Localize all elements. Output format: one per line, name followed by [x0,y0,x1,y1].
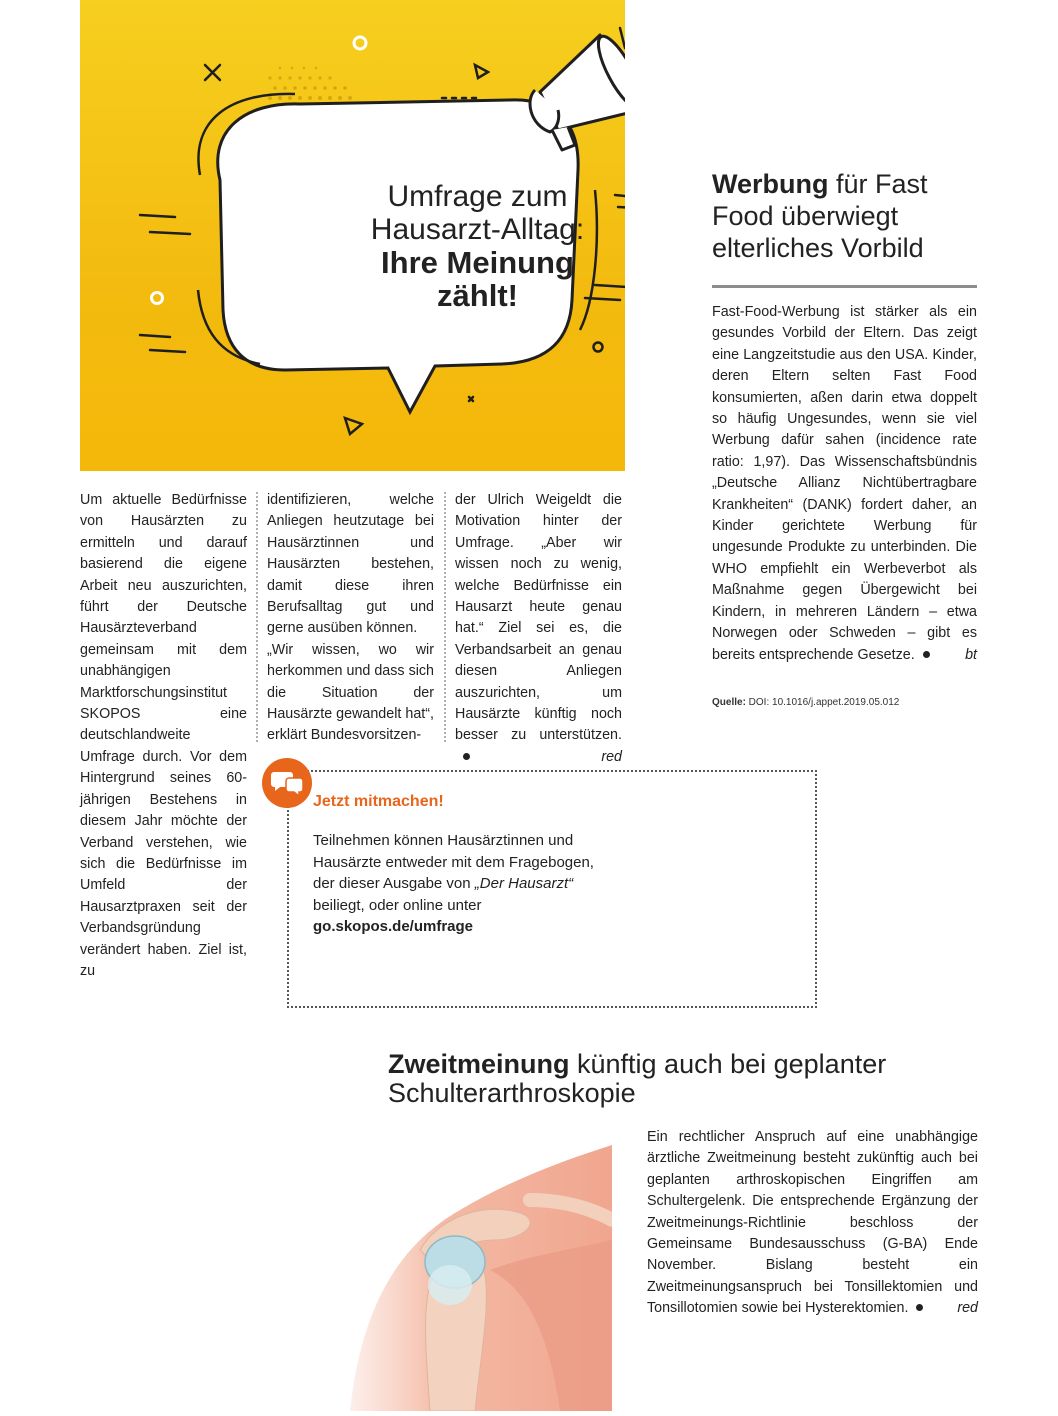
magazine-title: „Der Hausarzt“ [474,875,574,892]
werbung-body-text: Fast-Food-Werbung ist stärker als ein gesundes Vorbild der Eltern. Das zeigt eine Langzeitstudie aus den USA. Kinder, deren Eltern selten Fast Food konsumierten, aßen darin etwa doppelt so häufig Ungesundes, wenn sie viel Werbung dafür sahen (incidence rate ratio: 1,97). Das Wissenschaftsbündnis „Deutsche Allianz Nichtübertragbare Krankheiten“ (DANK) fordert daher, an Kinder gerichtete Werbung für ungesunde Produkte zu unterbinden. Die WHO empfiehlt ein Werbeverbot als Maßnahme gegen Übergewicht bei Kindern, in mehreren Ländern – etwa Norwegen oder Schweden – gibt es bereits entsprechende Gesetze. [712,304,977,663]
hero-headline [315,180,625,312]
survey-link[interactable]: go.skopos.de/umfrage [313,918,474,935]
end-mark [916,1304,923,1311]
survey-text-2: identifizieren, welche Anliegen heutzutage bei Hausärztinnen und Hausärzten bestehen, damit diese ihren Berufsalltag gut und gerne ausüben können. [267,492,434,637]
source-doi: DOI: 10.1016/j.appet.2019.05.012 [745,697,900,708]
zweitmeinung-headline [388,1050,988,1108]
hero-line-1: Umfrage zum [387,180,568,213]
zweitmeinung-headline-bold: Zweitmeinung [388,1049,570,1079]
source-citation [712,697,899,708]
author-signature: red [957,1300,978,1317]
box-text: Teilnehmen können Hausärztinnen und Hausärzte entweder mit dem Fragebogen, der dieser Ausgabe von „Der Hausarzt“ beiliegt, oder online unter go.skopos.de/umfrage [313,832,594,935]
survey-column-3 [455,490,622,768]
hero-bold-1: Ihre Meinung [381,245,574,280]
survey-text-3: der Ulrich Weigeldt die Motivation hinter der Umfrage. „Aber wir wissen noch zu wenig, welche Bedürfnisse ein Hausarzt heute genau hat.“ Ziel sei es, die Verbandsarbeit an genau diesen Anliegen auszurichten, um Hausärzte künftig noch besser zu unterstützen. [455,492,622,744]
hero-bold-2: zählt! [437,278,518,313]
author-signature: red [601,748,622,765]
werbung-headline-bold: Werbung [712,169,829,199]
zweitmeinung-article [647,1127,978,1320]
chat-bubbles-icon [262,758,312,808]
zweitmeinung-headline-rest: künftig auch bei geplanter Schulterarthroskopie [388,1049,887,1108]
survey-column-1 [80,490,247,982]
survey-text-2b: „Wir wissen, wo wir herkommen und dass sich die Situation der Hausärzte gewandelt hat“, erklärt Bundesvorsitzen- [267,641,434,744]
werbung-headline-rest: für Fast Food überwiegt elterliches Vorbild [712,169,928,263]
zweitmeinung-body-text: Ein rechtlicher Anspruch auf eine unabhängige ärztliche Zweitmeinung besteht zukünftig auch bei geplanten arthroskopischen Eingriffen am Schultergelenk. Die entsprechende Ergänzung der Zweitmeinungs-Richtlinie beschloss der Gemeinsame Bundesausschuss (G-BA) Ende November. Bislang besteht ein Zweitmeinungsanspruch bei Tonsillektomien und Tonsillotomien sowie bei Hysterektomien. [647,1129,978,1317]
hero-line-2: Hausarzt-Alltag: [370,213,585,246]
survey-text-1: Um aktuelle Bedürfnisse von Hausärzten zu ermitteln und darauf basierend die eigene Arbeit neu auszurichten, führt der Deutsche Hausärzteverband gemeinsam mit dem unabhängigen Marktforschungsinstitut SKOPOS eine deutschlandweite Umfrage durch. Vor dem Hintergrund seines 60-jährigen Bestehens in diesem Jahr möchte der Verband verstehen, wie sich die Bedürfnisse im Umfeld der Hausarztpraxen seit der Verbandsgründung verändert haben. Ziel ist, zu [80,492,247,979]
column-divider [444,492,446,742]
end-mark [463,753,470,760]
shoulder-joint-illustration [350,1140,612,1416]
survey-hero-banner [80,0,625,471]
box-title: Jetzt mitmachen! [313,793,444,810]
source-label: Quelle: [712,697,746,708]
survey-column-2 [267,490,434,747]
headline-rule [712,285,977,288]
werbung-headline [712,168,982,264]
end-mark [923,651,930,658]
column-divider [256,492,258,742]
werbung-article [712,302,977,666]
author-signature: bt [965,646,977,663]
